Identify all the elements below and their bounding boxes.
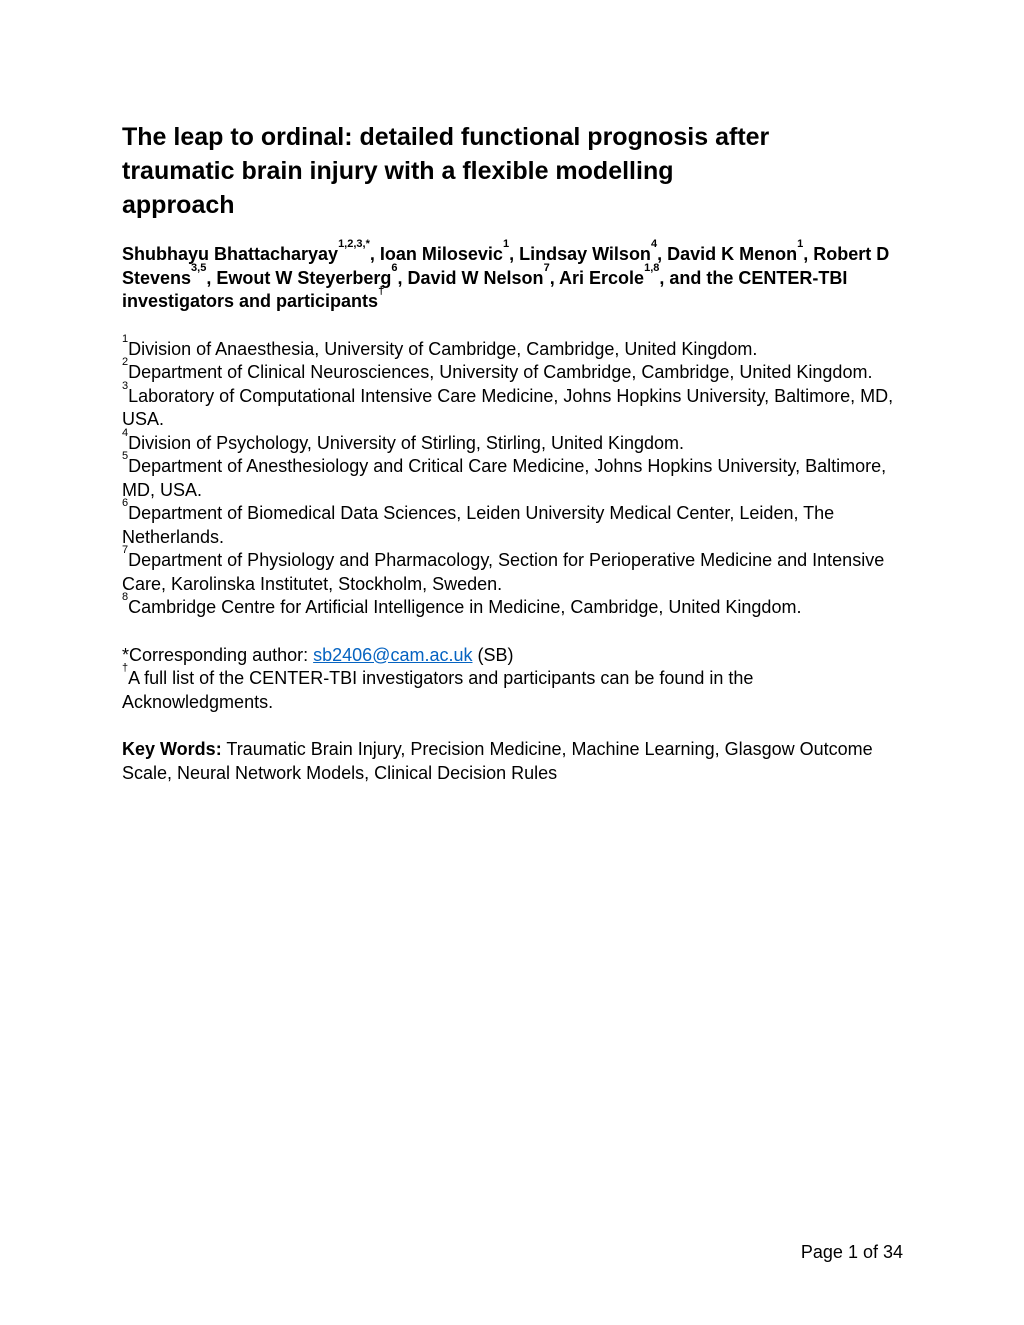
keywords-label: Key Words: [122, 739, 222, 759]
affiliation-marker: 7 [122, 544, 129, 556]
author-name: CENTER-TBI investigators and participants [122, 267, 848, 311]
affiliation-marker: 1 [122, 332, 129, 345]
email-link[interactable]: sb2406@cam.ac.uk [313, 644, 473, 665]
dagger-marker: † [122, 662, 129, 674]
author-affiliation-superscript: 1 [502, 238, 510, 250]
keywords-line [122, 738, 903, 785]
page-number: Page 1 of 34 [800, 1242, 903, 1262]
author-name: David K Menon [667, 244, 798, 264]
affiliation-text: Division of Psychology, University of Stirling, Stirling, United Kingdom. [128, 432, 685, 453]
affiliation-item [122, 379, 903, 432]
paper-title-line: approach [122, 191, 235, 219]
paper-title-line: The leap to ordinal: detailed functional prognosis after [122, 123, 770, 151]
author-affiliation-superscript: 1,2,3,* [338, 238, 370, 250]
affiliation-item [122, 591, 903, 620]
author-separator: , and the [659, 267, 739, 288]
author-affiliation-superscript: 1,8 [644, 261, 660, 274]
affiliation-marker: 4 [122, 426, 129, 439]
corresponding-author-prefix: *Corresponding author: [122, 644, 314, 665]
author-affiliation-superscript: 1 [797, 238, 804, 250]
corresponding-author-line [122, 644, 903, 668]
author-name: Ioan Milosevic [379, 244, 503, 264]
author-separator: , [369, 244, 380, 264]
affiliation-marker: 8 [122, 591, 129, 603]
affiliation-marker: 6 [122, 497, 129, 509]
affiliation-text: Department of Physiology and Pharmacology, Section for Perioperative Medicine and Intensive Care, Karolinska Institutet, Stockholm, Sweden. [122, 550, 885, 594]
affiliation-item [122, 426, 903, 456]
affiliation-text: Laboratory of Computational Intensive Care Medicine, Johns Hopkins University, Baltimore, MD, USA. [122, 385, 894, 429]
author-name: Ari Ercole [559, 267, 645, 288]
author-name: Robert D Stevens [122, 244, 890, 288]
affiliation-text: Cambridge Centre for Artificial Intelligence in Medicine, Cambridge, United Kingdom. [128, 597, 802, 617]
keywords-text: Traumatic Brain Injury, Precision Medicine, Machine Learning, Glasgow Outcome Scale, Neural Network Models, Clinical Decision Rules [122, 739, 873, 783]
author-affiliation-superscript: † [378, 285, 385, 297]
author-name: David W Nelson [407, 267, 544, 288]
affiliation-item [122, 497, 903, 549]
author-separator: , [549, 267, 560, 288]
author-separator: , [657, 244, 668, 264]
affiliation-text: Department of Anesthesiology and Critical Care Medicine, Johns Hopkins University, Baltimore, MD, USA. [122, 456, 887, 500]
investigators-note-text: A full list of the CENTER-TBI investigators and participants can be found in the Acknowledgments. [122, 668, 754, 712]
author-name: Lindsay Wilson [519, 244, 651, 264]
affiliation-marker: 2 [122, 356, 129, 368]
investigators-note [122, 662, 903, 714]
author-affiliation-superscript: 3,5 [191, 261, 207, 274]
affiliation-item [122, 544, 903, 596]
author-separator: , [803, 244, 814, 264]
author-list [122, 238, 903, 314]
affiliation-item [122, 450, 903, 502]
affiliation-list [122, 332, 903, 620]
affiliation-marker: 3 [122, 379, 129, 392]
affiliation-item [122, 356, 903, 385]
affiliation-text: Division of Anaesthesia, University of Cambridge, Cambridge, United Kingdom. [128, 338, 758, 359]
author-name: Shubhayu Bhattacharyay [122, 244, 339, 264]
corresponding-author-suffix: (SB) [472, 644, 514, 665]
affiliation-text: Department of Clinical Neurosciences, University of Cambridge, Cambridge, United Kingdom. [128, 362, 873, 382]
author-affiliation-superscript: 4 [650, 238, 658, 250]
paper-title-line: traumatic brain injury with a flexible modelling [122, 157, 674, 185]
author-affiliation-superscript: 7 [543, 261, 550, 274]
author-separator: , [206, 267, 217, 288]
affiliation-item [122, 332, 903, 362]
paper-title [122, 120, 903, 222]
affiliation-marker: 5 [122, 450, 129, 462]
author-notes [122, 644, 903, 715]
author-separator: , [397, 267, 408, 288]
affiliation-text: Department of Biomedical Data Sciences, Leiden University Medical Center, Leiden, The Netherlands. [122, 503, 835, 547]
page-content [122, 0, 903, 785]
author-affiliation-superscript: 6 [391, 261, 398, 274]
author-separator: , [509, 244, 520, 264]
author-name: Ewout W Steyerberg [216, 267, 392, 288]
